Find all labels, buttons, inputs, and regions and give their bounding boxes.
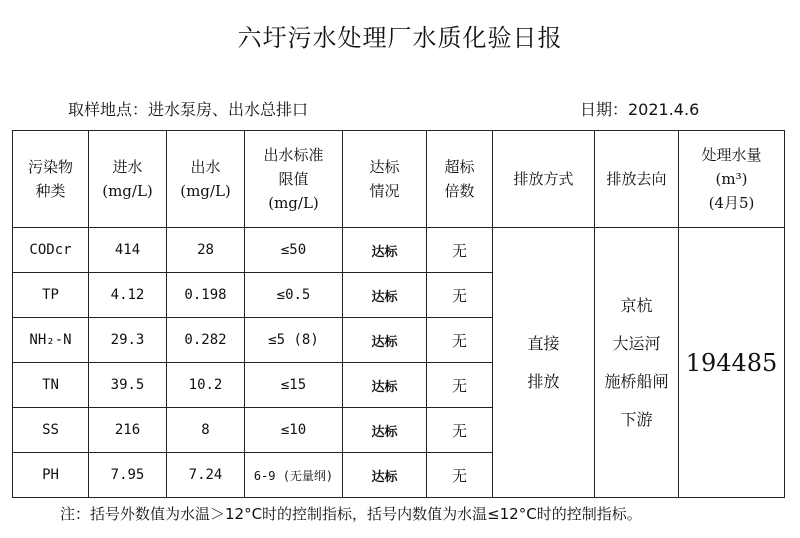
header-inflow: 进水 (mg/L) [89, 131, 167, 228]
status-cell: 达标 [343, 363, 427, 408]
table-row [13, 228, 785, 273]
limit-cell: ≤5 (8) [245, 318, 343, 363]
header-discharge-method: 排放方式 [493, 131, 595, 228]
limit-cell: ≤50 [245, 228, 343, 273]
report-date: 日期：2021.4.6 [580, 100, 700, 119]
inflow-cell: 39.5 [89, 363, 167, 408]
limit-cell: ≤0.5 [245, 273, 343, 318]
outflow-cell: 0.282 [167, 318, 245, 363]
exceed-cell: 无 [427, 453, 493, 498]
header-compliance: 达标 情况 [343, 131, 427, 228]
pollutant-cell: CODcr [13, 228, 89, 273]
exceed-cell: 无 [427, 273, 493, 318]
report-title: 六圩污水处理厂水质化验日报 [237, 24, 563, 52]
limit-cell: ≤10 [245, 408, 343, 453]
exceed-cell: 无 [427, 408, 493, 453]
outflow-cell: 8 [167, 408, 245, 453]
limit-cell: ≤15 [245, 363, 343, 408]
header-row [13, 131, 785, 228]
status-cell: 达标 [343, 228, 427, 273]
discharge-dest-cell: 京杭 大运河 施桥船闸 下游 [595, 228, 679, 498]
header-pollutant: 污染物 种类 [13, 131, 89, 228]
pollutant-cell: PH [13, 453, 89, 498]
header-limit: 出水标准 限值 (mg/L) [245, 131, 343, 228]
status-cell: 达标 [343, 408, 427, 453]
status-cell: 达标 [343, 273, 427, 318]
inflow-cell: 7.95 [89, 453, 167, 498]
exceed-cell: 无 [427, 228, 493, 273]
inflow-cell: 4.12 [89, 273, 167, 318]
status-cell: 达标 [343, 453, 427, 498]
pollutant-cell: SS [13, 408, 89, 453]
outflow-cell: 7.24 [167, 453, 245, 498]
pollutant-cell: NH₂-N [13, 318, 89, 363]
header-discharge-dest: 排放去向 [595, 131, 679, 228]
footnote: 注：括号外数值为水温＞12°C时的控制指标，括号内数值为水温≤12°C时的控制指标。 [60, 505, 642, 523]
limit-cell: 6-9 (无量纲) [245, 453, 343, 498]
exceed-cell: 无 [427, 363, 493, 408]
sampling-location: 取样地点：进水泵房、出水总排口 [68, 100, 309, 119]
header-outflow: 出水 (mg/L) [167, 131, 245, 228]
pollutant-cell: TP [13, 273, 89, 318]
header-exceed: 超标 倍数 [427, 131, 493, 228]
exceed-cell: 无 [427, 318, 493, 363]
inflow-cell: 29.3 [89, 318, 167, 363]
volume-value-cell: 194485 [679, 228, 785, 498]
pollutant-cell: TN [13, 363, 89, 408]
outflow-cell: 0.198 [167, 273, 245, 318]
header-volume: 处理水量 (m³) (4月5) [679, 131, 785, 228]
inflow-cell: 216 [89, 408, 167, 453]
water-quality-table [12, 130, 785, 498]
discharge-method-cell: 直接 排放 [493, 228, 595, 498]
status-cell: 达标 [343, 318, 427, 363]
outflow-cell: 10.2 [167, 363, 245, 408]
inflow-cell: 414 [89, 228, 167, 273]
outflow-cell: 28 [167, 228, 245, 273]
